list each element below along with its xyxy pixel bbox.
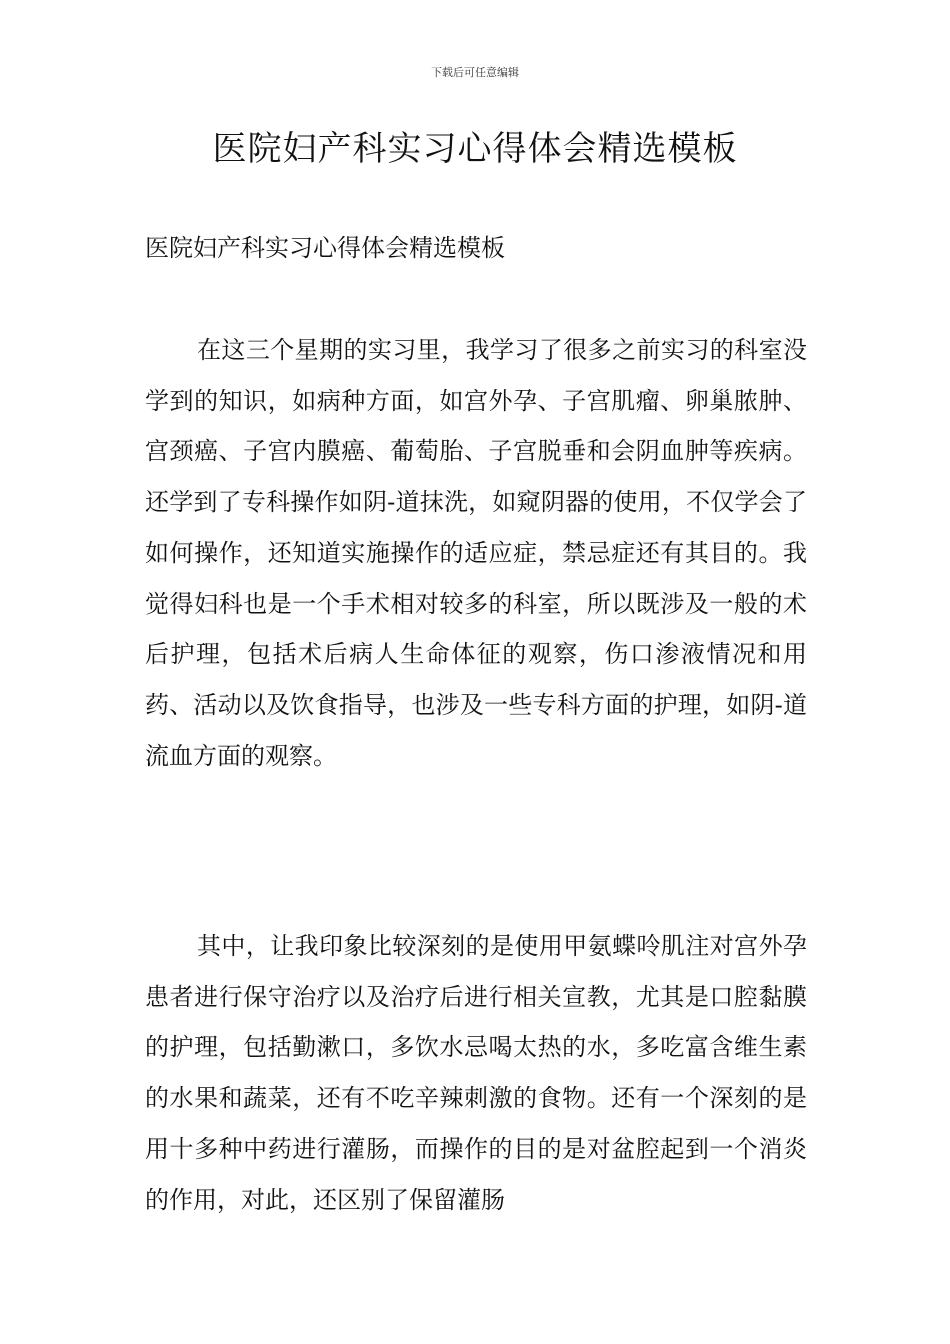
header-note: 下载后可任意编辑 bbox=[431, 66, 519, 79]
paragraph-1: 在这三个星期的实习里，我学习了很多之前实习的科室没学到的知识，如病种方面，如宫外孕、子宫肌瘤、卵巢脓肿、宫颈癌、子宫内膜癌、葡萄胎、子宫脱垂和会阴血肿等疾病。还学到了专科操作如阴-道抹洗，如窥阴器的使用，不仅学会了如何操作，还知道实施操作的适应症，禁忌症还有其目的。我觉得妇科也是一个手术相对较多的科室，所以既涉及一般的术后护理，包括术后病人生命体征的观察，伤口渗液情况和用药、活动以及饮食指导，也涉及一些专科方面的护理，如阴-道流血方面的观察。 bbox=[145, 336, 807, 770]
paragraph-2: 其中，让我印象比较深刻的是使用甲氨蝶呤肌注对宫外孕患者进行保守治疗以及治疗后进行相关宣教，尤其是口腔黏膜的护理，包括勤漱口，多饮水忌喝太热的水，多吃富含维生素的水果和蔬菜，还有不吃辛辣刺激的食物。还有一个深刻的是用十多种中药进行灌肠，而操作的目的是对盆腔起到一个消炎的作用，对此，还区别了保留灌肠 bbox=[145, 932, 807, 1214]
document-subtitle: 医院妇产科实习心得体会精选模板 bbox=[145, 234, 505, 262]
document-title: 医院妇产科实习心得体会精选模板 bbox=[212, 129, 738, 169]
